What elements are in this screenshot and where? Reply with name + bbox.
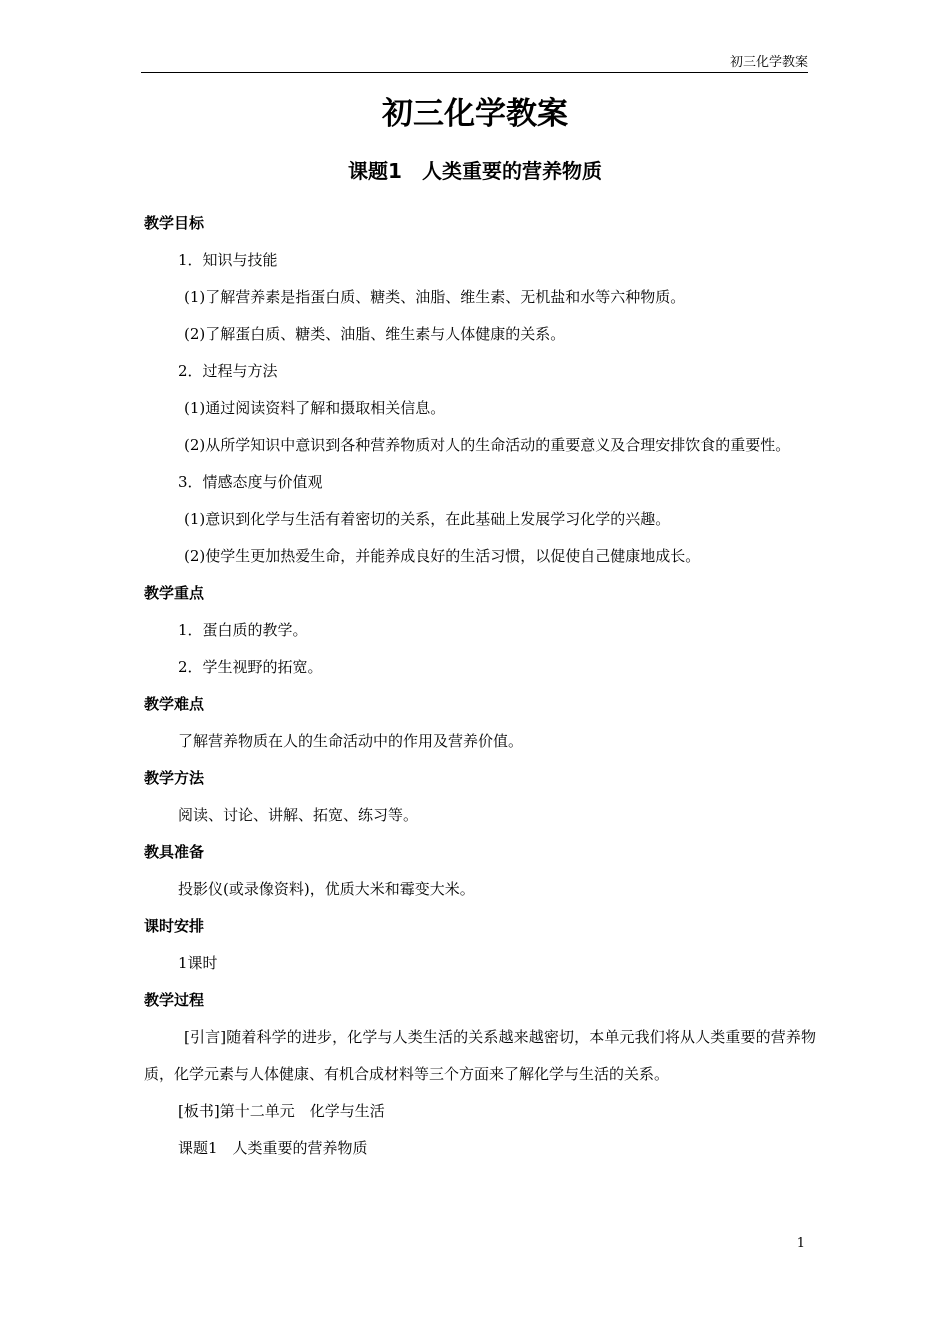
section-heading-schedule: 课时安排 xyxy=(144,917,205,935)
section-heading-difficulties: 教学难点 xyxy=(144,695,205,713)
schedule-text: 1课时 xyxy=(178,954,218,972)
lesson-title: 课题1 人类重要的营养物质 xyxy=(348,159,602,183)
key-point-item: 2．学生视野的拓宽。 xyxy=(178,658,323,676)
goal-item: (2)使学生更加热爱生命，并能养成良好的生活习惯，以促使自己健康地成长。 xyxy=(184,547,701,565)
goal-item: (1)意识到化学与生活有着密切的关系，在此基础上发展学习化学的兴趣。 xyxy=(184,510,671,528)
running-header: 初三化学教案 xyxy=(141,55,808,73)
process-intro: [引言]随着科学的进步，化学与人类生活的关系越来越密切，本单元我们将从人类重要的营养物质，化学元素与人体健康、有机合成材料等三个方面来了解化学与生活的关系。 xyxy=(144,1028,816,1083)
section-heading-goals: 教学目标 xyxy=(144,214,205,232)
goal-item: (1)通过阅读资料了解和摄取相关信息。 xyxy=(184,399,446,417)
page-number: 1 xyxy=(796,1236,805,1251)
section-heading-materials: 教具准备 xyxy=(144,843,205,861)
goal-item: (1)了解营养素是指蛋白质、糖类、油脂、维生素、无机盐和水等六种物质。 xyxy=(184,288,686,306)
document-title: 初三化学教案 xyxy=(382,96,568,132)
section-heading-process: 教学过程 xyxy=(144,991,205,1009)
methods-text: 阅读、讨论、讲解、拓宽、练习等。 xyxy=(178,806,419,824)
document-body xyxy=(144,205,816,1167)
goal-item: (2)了解蛋白质、糖类、油脂、维生素与人体健康的关系。 xyxy=(184,325,566,343)
materials-text: 投影仪(或录像资料)，优质大米和霉变大米。 xyxy=(178,880,475,898)
section-heading-methods: 教学方法 xyxy=(144,769,205,787)
section-heading-key-points: 教学重点 xyxy=(144,584,205,602)
goal-subheading-knowledge: 1．知识与技能 xyxy=(178,251,278,269)
goal-subheading-attitude: 3．情感态度与价值观 xyxy=(178,473,323,491)
goal-subheading-process: 2．过程与方法 xyxy=(178,362,278,380)
goal-item-wrapped: (2)从所学知识中意识到各种营养物质对人的生命活动的重要意义及合理安排饮食的重要性。 xyxy=(184,436,791,454)
difficulty-text: 了解营养物质在人的生命活动中的作用及营养价值。 xyxy=(178,732,524,750)
key-point-item: 1．蛋白质的教学。 xyxy=(178,621,308,639)
process-topic: 课题1 人类重要的营养物质 xyxy=(178,1139,368,1157)
process-board: [板书]第十二单元 化学与生活 xyxy=(178,1102,385,1120)
